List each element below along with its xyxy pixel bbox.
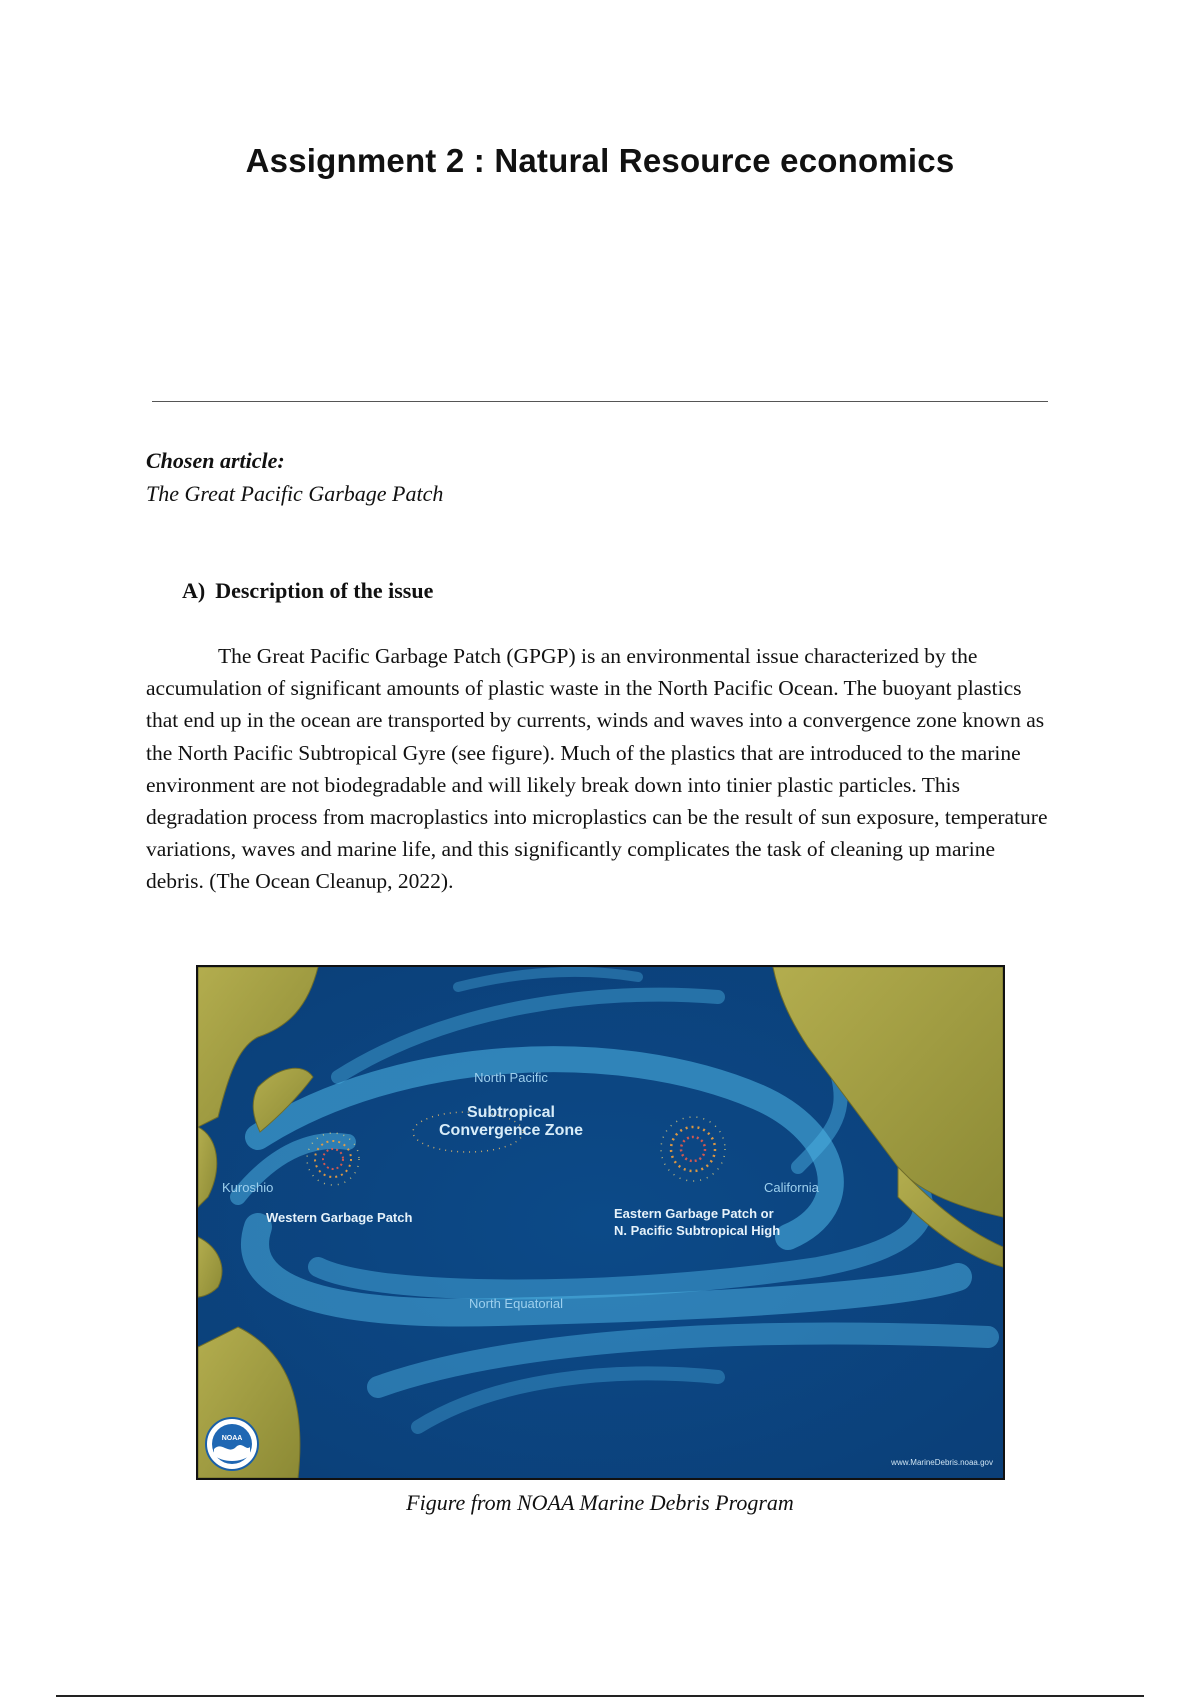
noaa-logo-text: NOAA: [221, 1435, 243, 1442]
noaa-logo: [206, 1418, 258, 1470]
label-north-pacific: North Pacific: [474, 1070, 548, 1085]
label-stcz-line2: Convergence Zone: [438, 1122, 584, 1139]
section-heading-text: Description of the issue: [215, 578, 434, 603]
body-paragraph: The Great Pacific Garbage Patch (GPGP) is an environmental issue characterized by the accumulation of significant amounts of plastic waste in the North Pacific Ocean. The buoyant plastics that end up in the ocean are transported by currents, winds and waves into a convergence zone known as the North Pacific Subtropical Gyre (see figure). Much of the plastics that are introduced to the marine environment are not biodegradable and will likely break down into tinier plastic particles. This degradation process from macroplastics into microplastics can be the result of sun exposure, temperature variations, waves and marine life, and this significantly complicates the task of cleaning up marine debris. (The Ocean Cleanup, 2022).: [146, 644, 1048, 894]
chosen-article-title: The Great Pacific Garbage Patch: [146, 481, 444, 506]
map-credit: www.MarineDebris.noaa.gov: [891, 1458, 993, 1467]
label-stcz-line1: Subtropical: [466, 1104, 556, 1121]
chosen-article-label: Chosen article:: [146, 448, 285, 473]
section-heading: [182, 578, 433, 604]
document-title: Assignment 2 : Natural Resource economics: [245, 142, 955, 179]
title-divider: [152, 401, 1048, 402]
label-eastern-patch-line1: Eastern Garbage Patch or: [614, 1206, 774, 1221]
label-western-garbage-patch: Western Garbage Patch: [266, 1210, 413, 1225]
section-number: A): [182, 578, 206, 603]
garbage-patch-map-figure: [196, 965, 1005, 1480]
label-kuroshio: Kuroshio: [222, 1180, 274, 1195]
figure-caption: Figure from NOAA Marine Debris Program: [406, 1490, 794, 1515]
page-bottom-rule: [56, 1695, 1144, 1697]
label-eastern-patch-line2: N. Pacific Subtropical High: [614, 1223, 781, 1238]
label-california: California: [764, 1180, 819, 1195]
label-north-equatorial: North Equatorial: [469, 1296, 563, 1311]
garbage-patch-map: [198, 967, 1003, 1478]
